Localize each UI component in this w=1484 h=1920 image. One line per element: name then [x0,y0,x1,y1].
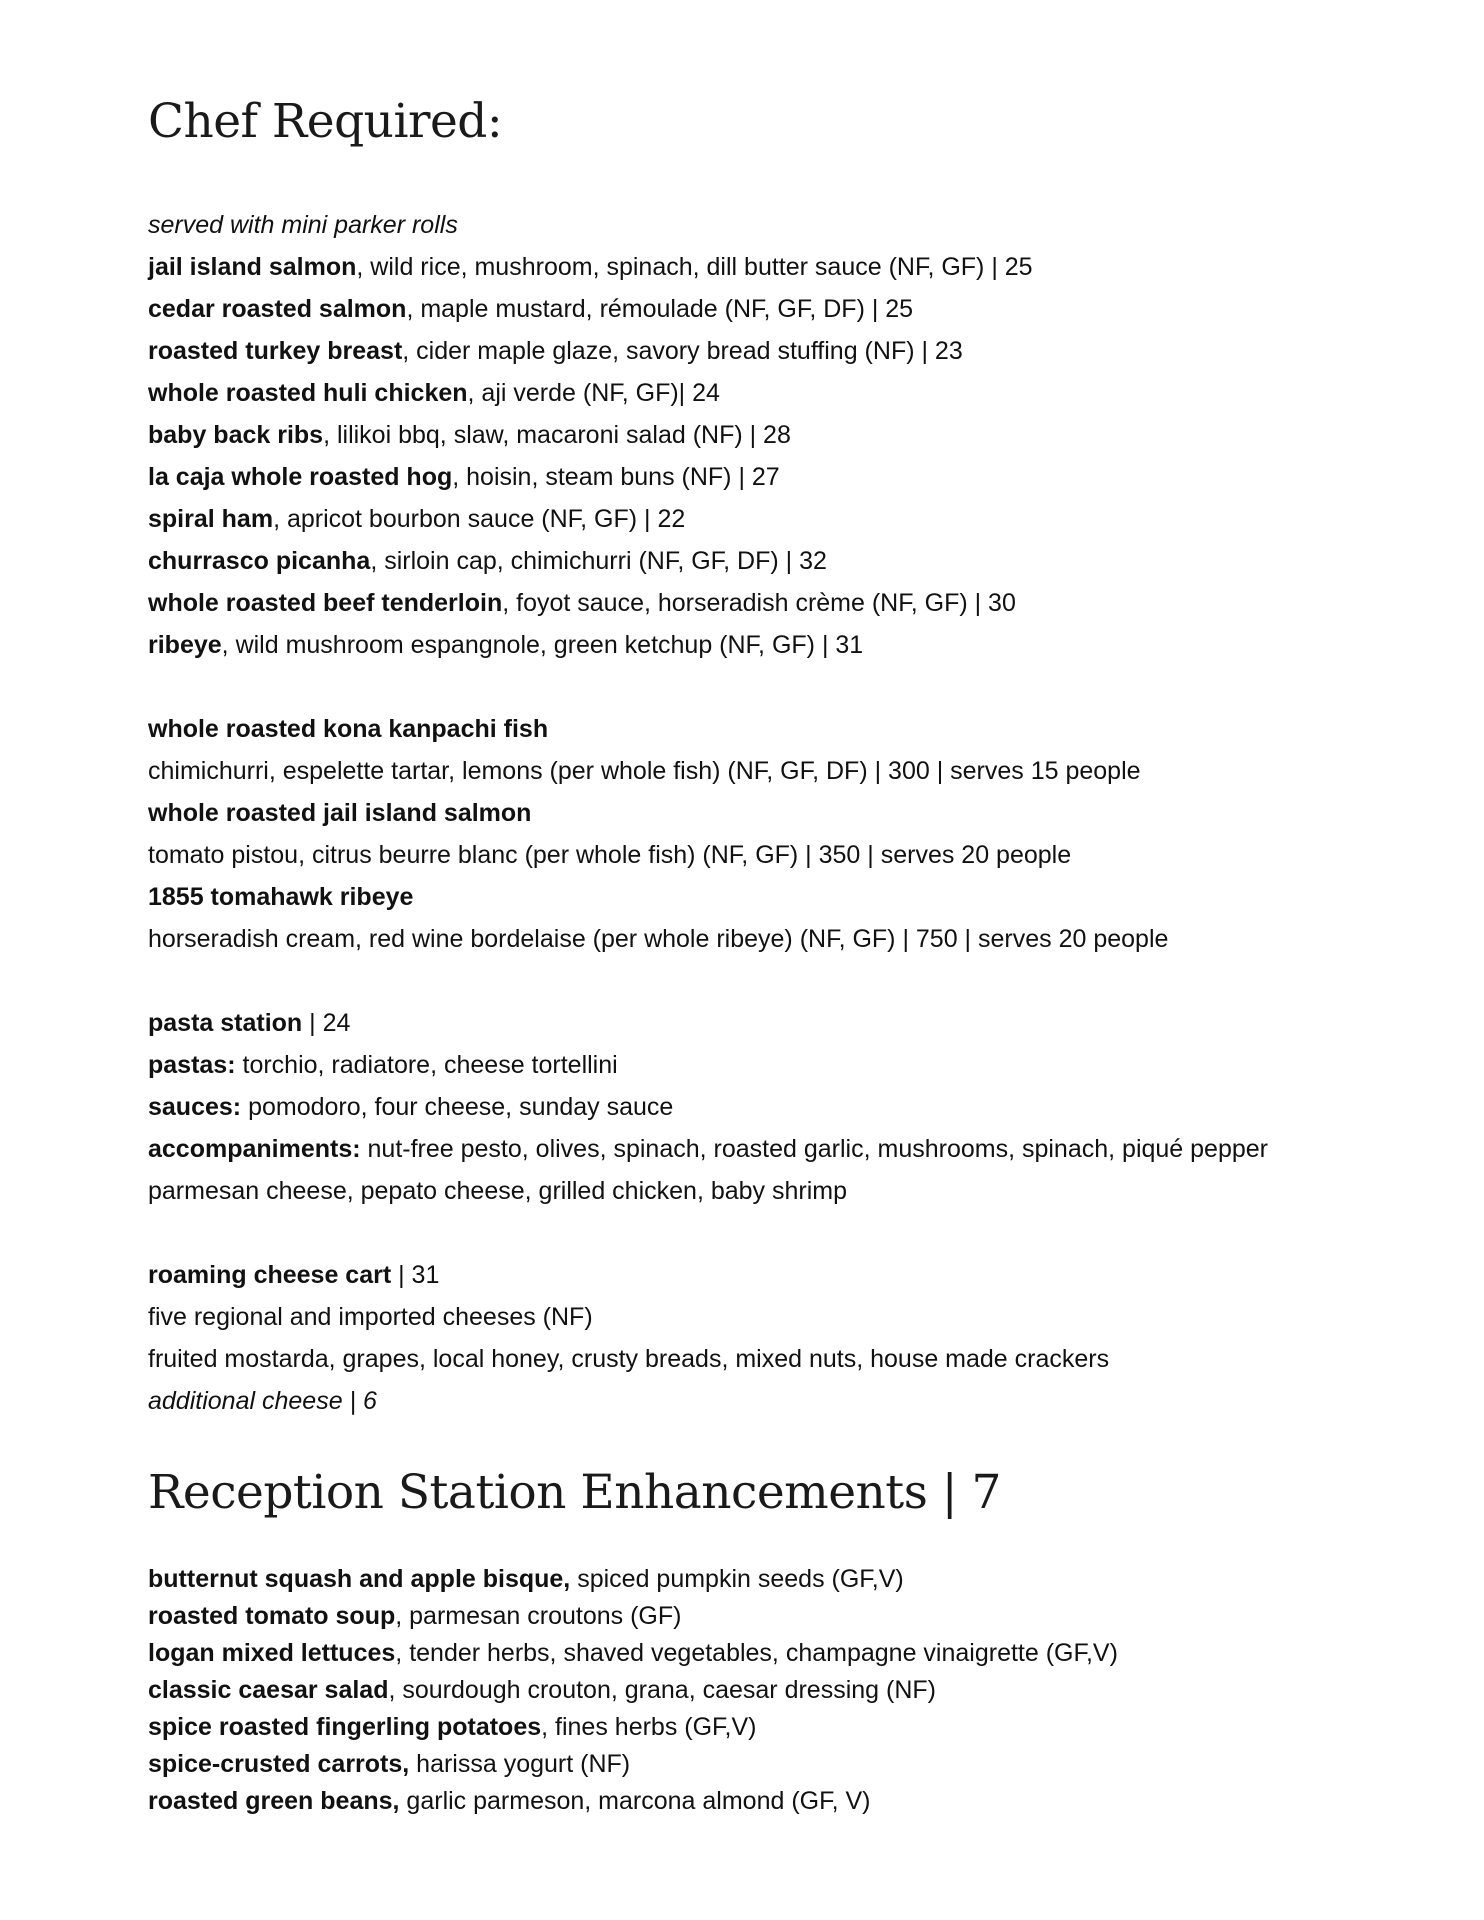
item-desc: , maple mustard, rémoulade (NF, GF, DF) | 25 [406,295,914,323]
page-title: Chef Required: [148,94,503,149]
item-desc: , sourdough crouton, grana, caesar dressing (NF) [388,1676,936,1704]
item-desc: , apricot bourbon sauce (NF, GF) | 22 [273,505,686,533]
whole-item-desc: chimichurri, espelette tartar, lemons (per whole fish) (NF, GF, DF) | 300 | serves 15 people [148,757,1141,785]
item-desc: harissa yogurt (NF) [409,1750,631,1778]
whole-item-name [148,798,531,828]
item-name: whole roasted huli chicken [148,379,468,407]
item-name: jail island salmon [148,253,357,281]
item-name: 1855 tomahawk ribeye [148,883,414,911]
accompaniments-continued: parmesan cheese, pepato cheese, grilled chicken, baby shrimp [148,1177,848,1205]
item-desc: , sirloin cap, chimichurri (NF, GF, DF) | 32 [370,547,827,575]
whole-item-desc: tomato pistou, citrus beurre blanc (per whole fish) (NF, GF) | 350 | serves 20 people [148,841,1072,869]
menu-item [148,1749,630,1779]
pasta-list [148,1050,618,1080]
item-desc: , wild mushroom espangnole, green ketchup (NF, GF) | 31 [221,631,864,659]
item-name: roasted tomato soup [148,1602,396,1630]
station-name: pasta station [148,1009,303,1037]
menu-item [148,504,685,534]
station-name: roaming cheese cart [148,1261,392,1289]
item-desc: , aji verde (NF, GF)| 24 [467,379,720,407]
menu-item [148,1601,681,1631]
menu-item [148,252,1033,282]
additional-cheese: additional cheese | 6 [148,1387,377,1415]
menu-item [148,294,913,324]
menu-item [148,336,963,366]
menu-item [148,378,720,408]
pastas-label: pastas: [148,1051,236,1079]
sauces-label: sauces: [148,1093,242,1121]
item-name: la caja whole roasted hog [148,463,453,491]
item-name: roasted turkey breast [148,337,403,365]
menu-item [148,420,791,450]
whole-item-desc: horseradish cream, red wine bordelaise (per whole ribeye) (NF, GF) | 750 | serves 20 people [148,925,1169,953]
menu-item [148,1638,1118,1668]
menu-item [148,546,827,576]
item-desc: garlic parmeson, marcona almond (GF, V) [399,1787,871,1815]
station-price: | 31 [391,1261,440,1289]
item-name: butternut squash and apple bisque, [148,1565,571,1593]
item-name: spice-crusted carrots, [148,1750,410,1778]
menu-item [148,588,1016,618]
accompaniments-list [148,1134,1268,1164]
pastas-value: torchio, radiatore, cheese tortellini [235,1051,618,1079]
whole-item-name [148,882,413,912]
menu-item [148,1786,871,1816]
menu-item [148,1675,936,1705]
item-name: logan mixed lettuces [148,1639,396,1667]
item-desc: , cider maple glaze, savory bread stuffing (NF) | 23 [402,337,963,365]
serving-note: served with mini parker rolls [148,211,458,239]
item-desc: , lilikoi bbq, slaw, macaroni salad (NF) | 28 [323,421,791,449]
item-name: spice roasted fingerling potatoes [148,1713,542,1741]
item-name: classic caesar salad [148,1676,389,1704]
item-name: roasted green beans, [148,1787,400,1815]
item-desc: , fines herbs (GF,V) [541,1713,757,1741]
item-name: whole roasted jail island salmon [148,799,532,827]
cheese-cart-desc: five regional and imported cheeses (NF) [148,1303,593,1331]
cheese-cart [148,1260,439,1290]
item-desc: , tender herbs, shaved vegetables, champagne vinaigrette (GF,V) [395,1639,1118,1667]
menu-item [148,1564,904,1594]
whole-item-name [148,714,548,744]
menu-item [148,462,780,492]
item-name: cedar roasted salmon [148,295,407,323]
item-name: whole roasted beef tenderloin [148,589,503,617]
item-desc: , parmesan croutons (GF) [395,1602,682,1630]
section-title: Reception Station Enhancements | 7 [148,1465,1001,1520]
item-desc: , wild rice, mushroom, spinach, dill butter sauce (NF, GF) | 25 [356,253,1033,281]
item-desc: spiced pumpkin seeds (GF,V) [570,1565,904,1593]
accompaniments-value: nut-free pesto, olives, spinach, roasted garlic, mushrooms, spinach, piqué pepper [360,1135,1268,1163]
station-price: | 24 [302,1009,351,1037]
item-name: churrasco picanha [148,547,371,575]
menu-item [148,630,863,660]
item-name: whole roasted kona kanpachi fish [148,715,549,743]
item-name: ribeye [148,631,222,659]
pasta-station [148,1008,350,1038]
item-name: spiral ham [148,505,274,533]
menu-item [148,1712,757,1742]
accompaniments-label: accompaniments: [148,1135,361,1163]
item-desc: , hoisin, steam buns (NF) | 27 [452,463,780,491]
sauce-list [148,1092,673,1122]
sauces-value: pomodoro, four cheese, sunday sauce [241,1093,674,1121]
item-desc: , foyot sauce, horseradish crème (NF, GF) | 30 [502,589,1016,617]
item-name: baby back ribs [148,421,324,449]
cheese-cart-sides: fruited mostarda, grapes, local honey, crusty breads, mixed nuts, house made crackers [148,1345,1110,1373]
